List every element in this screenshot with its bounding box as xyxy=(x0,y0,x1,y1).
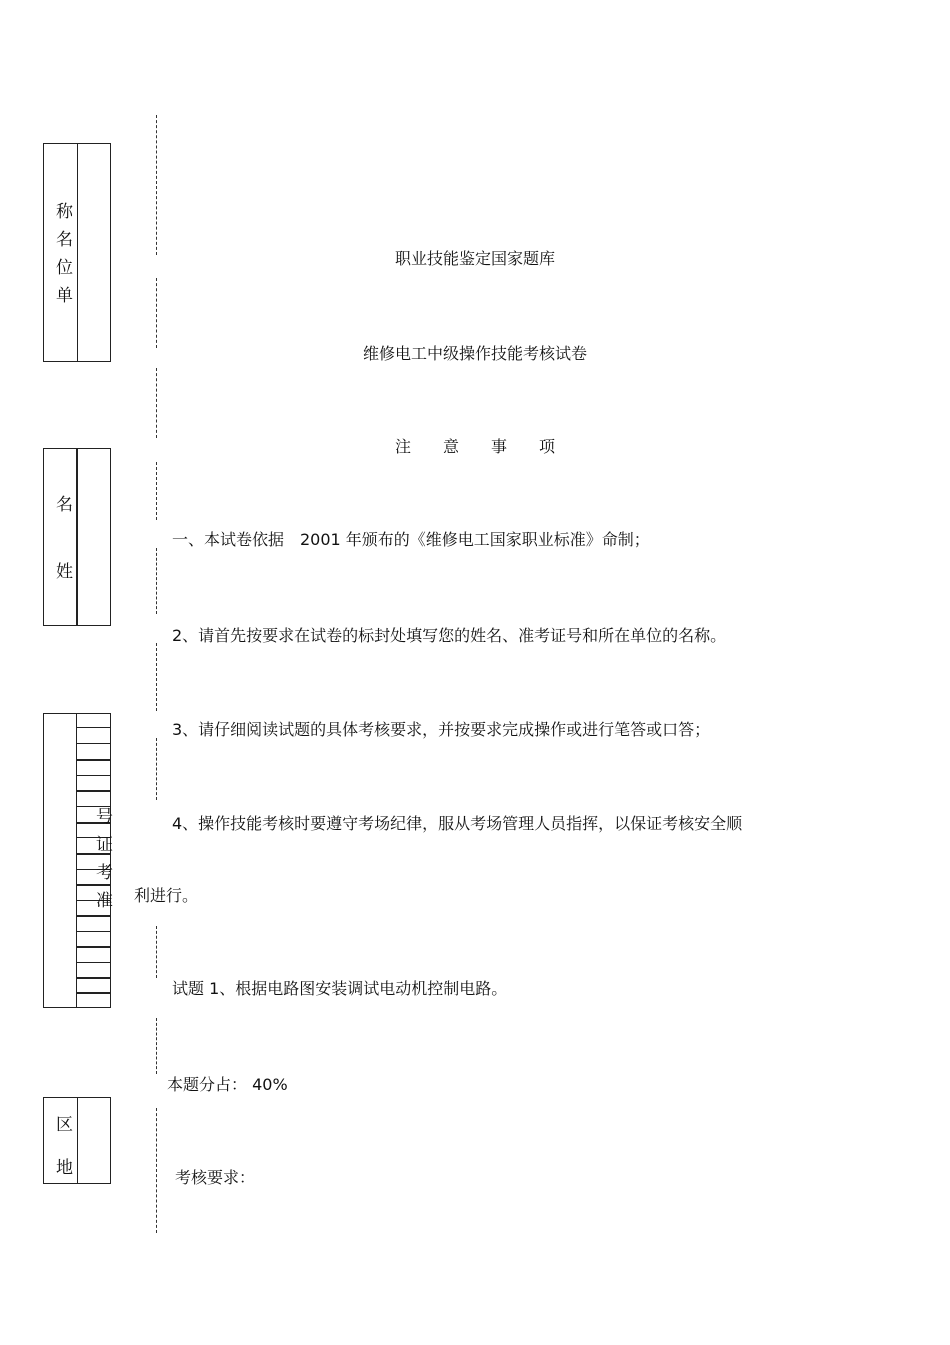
unit-label-char-4: 单 xyxy=(56,286,73,306)
notice-heading: 注 意 事 项 xyxy=(394,437,555,456)
cut-line-5 xyxy=(156,548,157,614)
notice-item-2: 2、请首先按要求在试卷的标封处填写您的姓名、准考证号和所在单位的名称。 xyxy=(172,626,727,645)
grid-line xyxy=(77,790,110,792)
ticket-label-char-2: 证 xyxy=(96,835,113,855)
cut-line-6 xyxy=(156,643,157,711)
cut-line-9 xyxy=(156,1018,157,1074)
candidate-name-label xyxy=(56,490,73,582)
candidate-name-field[interactable] xyxy=(43,448,111,626)
region-label-char-2: 地 xyxy=(56,1158,73,1178)
ticket-number-label xyxy=(96,803,113,915)
grid-line xyxy=(77,759,110,761)
name-label-char-2: 姓 xyxy=(56,562,73,582)
question-title: 试题 1、根据电路图安装调试电动机控制电路。 xyxy=(172,979,508,998)
notice-item-4-continued: 利进行。 xyxy=(134,886,199,905)
cut-line-10 xyxy=(156,1108,157,1233)
notice-item-1: 一、本试卷依据 2001 年颁布的《维修电工国家职业标准》命制； xyxy=(172,530,650,549)
grid-line xyxy=(77,915,110,917)
requirements-label: 考核要求： xyxy=(175,1168,256,1187)
notice-item-4: 4、操作技能考核时要遵守考场纪律，服从考场管理人员指挥，以保证考核安全顺 xyxy=(172,814,743,833)
unit-label-char-2: 名 xyxy=(56,230,73,250)
ticket-divider xyxy=(76,713,77,1008)
ticket-label-char-3: 考 xyxy=(96,863,113,883)
cut-line-8 xyxy=(156,926,157,978)
question-bank-title: 职业技能鉴定国家题库 xyxy=(394,249,555,268)
grid-line xyxy=(77,931,110,932)
region-label xyxy=(56,1110,73,1178)
grid-line xyxy=(77,962,110,963)
cut-line-4 xyxy=(156,462,157,520)
unit-label-char-1: 称 xyxy=(56,202,73,222)
grid-line xyxy=(77,946,110,948)
ticket-label-char-1: 号 xyxy=(96,807,113,827)
grid-line xyxy=(77,977,110,979)
grid-line xyxy=(77,992,110,994)
cut-line-7 xyxy=(156,738,157,800)
cut-line-3 xyxy=(156,368,157,438)
question-score: 本题分占： 40% xyxy=(167,1075,288,1094)
region-field[interactable] xyxy=(43,1097,111,1184)
grid-line xyxy=(77,743,110,744)
region-label-char-1: 区 xyxy=(56,1115,73,1135)
unit-label-char-3: 位 xyxy=(56,258,73,278)
cut-line-2 xyxy=(156,278,157,348)
grid-line xyxy=(77,775,110,776)
exam-title: 维修电工中级操作技能考核试卷 xyxy=(362,344,587,363)
notice-item-3: 3、请仔细阅读试题的具体考核要求，并按要求完成操作或进行笔答或口答； xyxy=(172,720,711,739)
region-divider xyxy=(77,1098,78,1183)
name-label-char-1: 名 xyxy=(56,495,73,515)
cut-line-1 xyxy=(156,115,157,255)
grid-line xyxy=(77,727,110,728)
name-divider xyxy=(76,449,78,625)
ticket-label-char-4: 准 xyxy=(96,891,113,911)
